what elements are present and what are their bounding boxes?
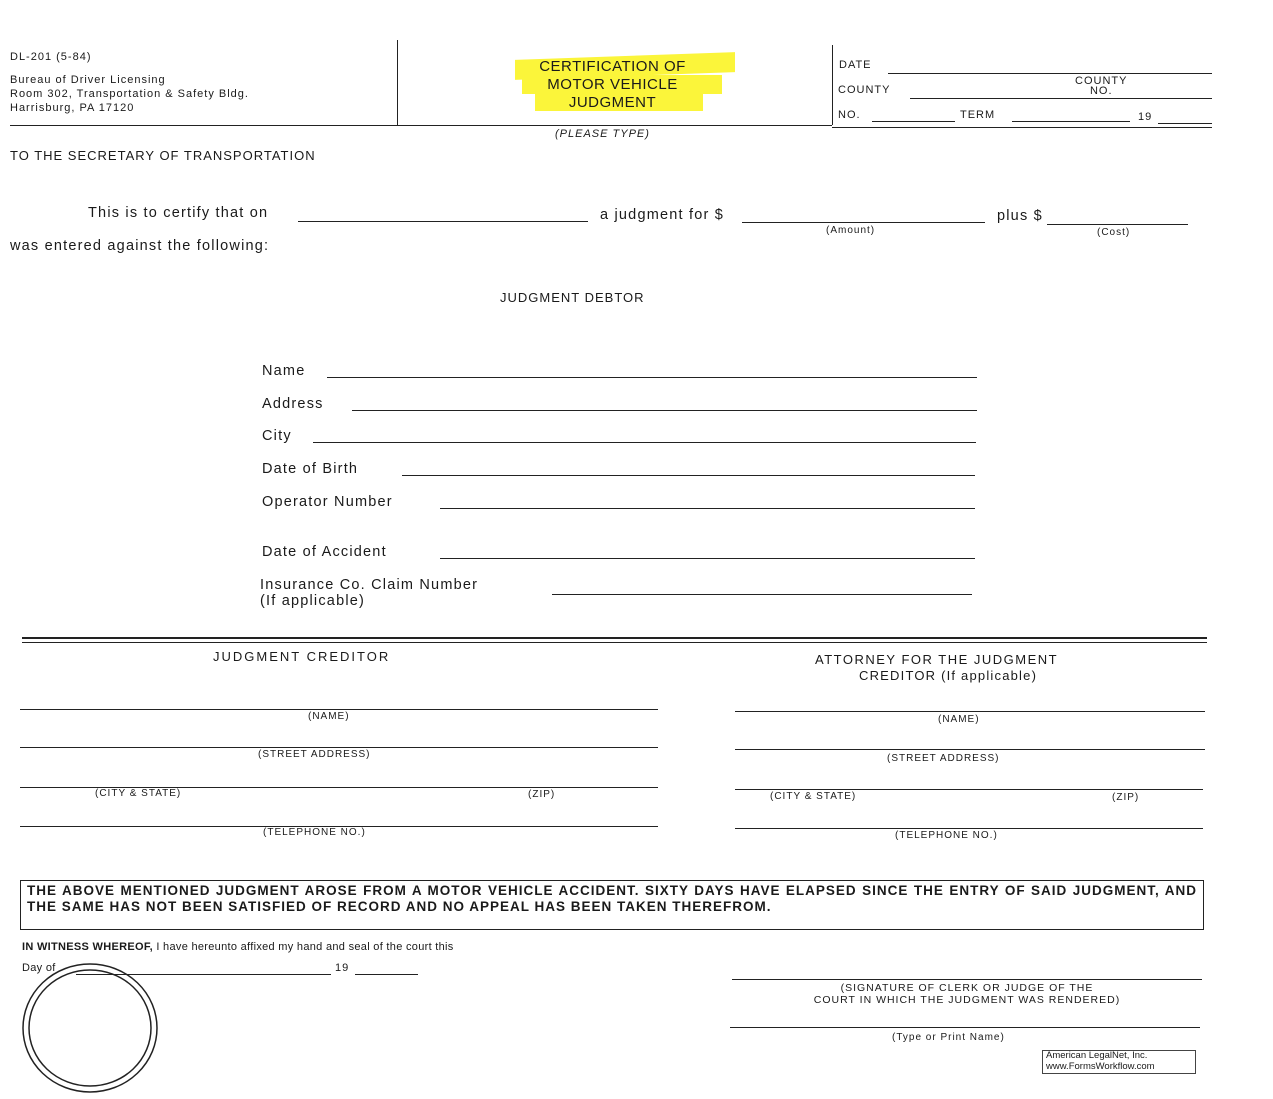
creditor-heading: JUDGMENT CREDITOR [213, 649, 391, 664]
address-line: Bureau of Driver Licensing [10, 74, 166, 86]
attorney-heading: CREDITOR (If applicable) [859, 668, 1038, 683]
please-type-note: (PLEASE TYPE) [555, 128, 650, 140]
title-line: JUDGMENT [568, 94, 657, 111]
debtor-dob-field[interactable] [402, 475, 975, 476]
signature-field[interactable] [732, 979, 1202, 980]
publisher-name: American LegalNet, Inc. [1046, 1050, 1148, 1061]
creditor-phone-label: (TELEPHONE NO.) [263, 827, 366, 838]
judgment-date-field[interactable] [298, 221, 588, 222]
creditor-street-field[interactable] [20, 747, 658, 748]
debtor-address-field[interactable] [352, 410, 977, 411]
witness-text: IN WITNESS WHEREOF, I have hereunto affixed my hand and seal of the court this [22, 941, 454, 953]
witness-year-field[interactable] [355, 974, 418, 975]
creditor-city-label: (CITY & STATE) [95, 788, 182, 799]
name-label: Name [262, 363, 306, 379]
no-label: NO. [838, 109, 861, 121]
divider [10, 125, 832, 126]
print-name-label: (Type or Print Name) [892, 1032, 1005, 1043]
attorney-street-label: (STREET ADDRESS) [887, 753, 1000, 764]
statement-text: THE ABOVE MENTIONED JUDGMENT AROSE FROM A MOTOR VEHICLE ACCIDENT. SIXTY DAYS HAVE ELAPSED SINCE THE ENTRY OF SAID JUDGMENT, AND THE SAME HAS NOT BEEN SATISFIED OF RECORD AND NO APPEAL HAS BEEN TAKEN THEREFROM. [27, 883, 1197, 914]
term-field[interactable] [1012, 121, 1130, 122]
debtor-city-field[interactable] [313, 442, 976, 443]
plus-text: plus $ [997, 208, 1043, 224]
cost-field[interactable] [1047, 224, 1188, 225]
county-label: COUNTY [838, 84, 891, 96]
statement-box [20, 880, 1204, 930]
dob-label: Date of Birth [262, 461, 359, 477]
publisher-box [1042, 1050, 1196, 1074]
operator-number-field[interactable] [440, 508, 975, 509]
attorney-heading: ATTORNEY FOR THE JUDGMENT [815, 652, 1059, 667]
claim-number-label: Insurance Co. Claim Number [260, 577, 479, 593]
city-label: City [262, 428, 292, 444]
attorney-street-field[interactable] [735, 749, 1205, 750]
attorney-name-field[interactable] [735, 711, 1205, 712]
attorney-city-field[interactable] [735, 789, 1203, 790]
day-of-label: Day of [22, 962, 56, 974]
debtor-name-field[interactable] [327, 377, 977, 378]
no-field[interactable] [872, 121, 955, 122]
creditor-zip-label: (ZIP) [528, 789, 556, 800]
entered-against-text: was entered against the following: [10, 238, 270, 254]
divider [832, 127, 1212, 128]
county-no-label: COUNTY NO. [1075, 75, 1128, 97]
signature-label: (SIGNATURE OF CLERK OR JUDGE OF THE COURT IN WHICH THE JUDGMENT WAS RENDERED) [813, 982, 1121, 1006]
divider [22, 637, 1207, 639]
debtor-heading: JUDGMENT DEBTOR [500, 290, 645, 305]
creditor-street-label: (STREET ADDRESS) [258, 749, 371, 760]
attorney-phone-label: (TELEPHONE NO.) [895, 830, 998, 841]
county-field[interactable] [910, 98, 1212, 99]
title-line: CERTIFICATION OF [539, 58, 686, 75]
attorney-zip-label: (ZIP) [1112, 792, 1140, 803]
address-line: Room 302, Transportation & Safety Bldg. [10, 88, 249, 100]
amount-field[interactable] [742, 222, 985, 223]
creditor-name-label: (NAME) [308, 711, 350, 722]
form-number: DL-201 (5-84) [10, 51, 92, 63]
if-applicable-label: (If applicable) [260, 593, 366, 609]
year-field[interactable] [1158, 123, 1212, 124]
court-seal-placeholder [20, 958, 160, 1098]
claim-number-field[interactable] [552, 594, 972, 595]
divider [22, 642, 1207, 643]
certify-text: This is to certify that on [88, 205, 269, 221]
cost-label: (Cost) [1097, 227, 1131, 238]
date-field[interactable] [888, 73, 1212, 74]
term-label: TERM [960, 109, 996, 121]
attorney-city-label: (CITY & STATE) [770, 791, 857, 802]
addressee: TO THE SECRETARY OF TRANSPORTATION [10, 148, 316, 163]
accident-date-label: Date of Accident [262, 544, 387, 560]
title-line: MOTOR VEHICLE [547, 76, 678, 93]
accident-date-field[interactable] [440, 558, 975, 559]
address-label: Address [262, 396, 324, 412]
publisher-website: www.FormsWorkflow.com [1046, 1060, 1155, 1072]
judgment-for-text: a judgment for $ [600, 207, 724, 223]
form-title [500, 58, 725, 112]
operator-number-label: Operator Number [262, 494, 393, 510]
divider [832, 45, 833, 125]
attorney-name-label: (NAME) [938, 714, 980, 725]
address-line: Harrisburg, PA 17120 [10, 102, 135, 114]
creditor-name-field[interactable] [20, 709, 658, 710]
date-label: DATE [839, 59, 872, 71]
amount-label: (Amount) [826, 225, 876, 236]
print-name-field[interactable] [730, 1027, 1200, 1028]
divider [397, 40, 398, 125]
attorney-phone-field[interactable] [735, 828, 1203, 829]
witness-year-prefix: 19 [335, 962, 350, 974]
year-prefix: 19 [1138, 111, 1153, 123]
